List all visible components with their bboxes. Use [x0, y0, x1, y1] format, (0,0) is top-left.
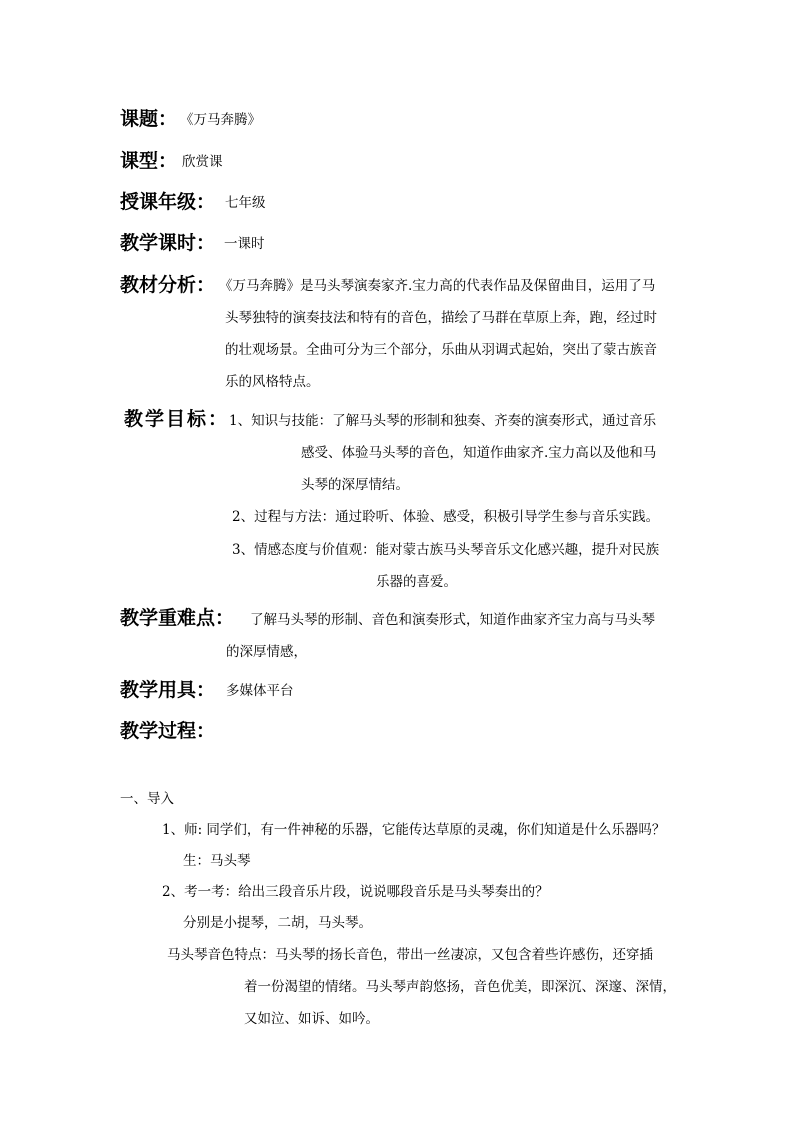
objectives-label: 教学目标：: [124, 408, 230, 430]
keypoints-line: 了解马头琴的形制、音色和演奏形式，知道作曲家齐宝力高与马头琴: [250, 612, 655, 628]
keypoints-line: 的深厚情感，: [226, 644, 307, 660]
tools-value: 多媒体平台: [226, 683, 294, 699]
timbre-line: 又如泣、如诉、如吟。: [244, 1011, 379, 1027]
analysis-line: 的壮观场景。全曲可分为三个部分，乐曲从羽调式起始，突出了蒙古族音: [225, 342, 657, 358]
objective-line: 感受、体验马头琴的音色，知道作曲家齐.宝力高以及他和马: [301, 445, 657, 461]
process-question: 1、师: 同学们，有一件神秘的乐器，它能传达草原的灵魂，你们知道是什么乐器吗？: [162, 822, 666, 838]
grade-label: 授课年级：: [120, 191, 216, 213]
analysis-label: 教材分析：: [120, 274, 216, 296]
topic-value: 《万马奔腾》: [180, 112, 261, 128]
objective-line: 1、知识与技能：了解马头琴的形制和独奏、齐奏的演奏形式，通过音乐: [229, 413, 657, 429]
analysis-line: 乐的风格特点。: [225, 374, 320, 390]
keypoints-label: 教学重难点：: [120, 607, 235, 629]
process-question: 2、考一考：给出三段音乐片段，说说哪段音乐是马头琴奏出的？: [162, 884, 549, 900]
tools-label: 教学用具：: [120, 679, 216, 701]
timbre-line: 马头琴音色特点：马头琴的扬长音色，带出一丝凄凉，又包含着些许感伤，还穿插: [167, 947, 653, 963]
objective-line: 头琴的深厚情结。: [301, 477, 409, 493]
analysis-line: 《万马奔腾》是马头琴演奏家齐.宝力高的代表作品及保留曲目，运用了马: [219, 278, 656, 294]
process-answer: 分别是小提琴，二胡，马头琴。: [183, 915, 372, 931]
grade-value: 七年级: [225, 195, 266, 211]
objective-line: 2、过程与方法：通过聆听、体验、感受，积极引导学生参与音乐实践。: [232, 509, 660, 525]
objective-line: 3、情感态度与价值观：能对蒙古族马头琴音乐文化感兴趣，提升对民族: [232, 542, 660, 558]
section-heading: 一、导入: [120, 791, 174, 807]
timbre-line: 着一份渴望的情绪。马头琴声韵悠扬，音色优美，即深沉、深邃、深情，: [244, 979, 676, 995]
period-value: 一课时: [224, 236, 265, 252]
type-label: 课型：: [120, 150, 178, 172]
topic-label: 课题：: [120, 108, 178, 130]
analysis-line: 头琴独特的演奏技法和特有的音色，描绘了马群在草原上奔，跑，经过时: [225, 310, 657, 326]
process-label: 教学过程：: [120, 720, 216, 742]
objective-line: 乐器的喜爱。: [376, 574, 457, 590]
period-label: 教学课时：: [120, 232, 216, 254]
process-answer: 生：马头琴: [183, 853, 251, 869]
type-value: 欣赏课: [182, 154, 223, 170]
